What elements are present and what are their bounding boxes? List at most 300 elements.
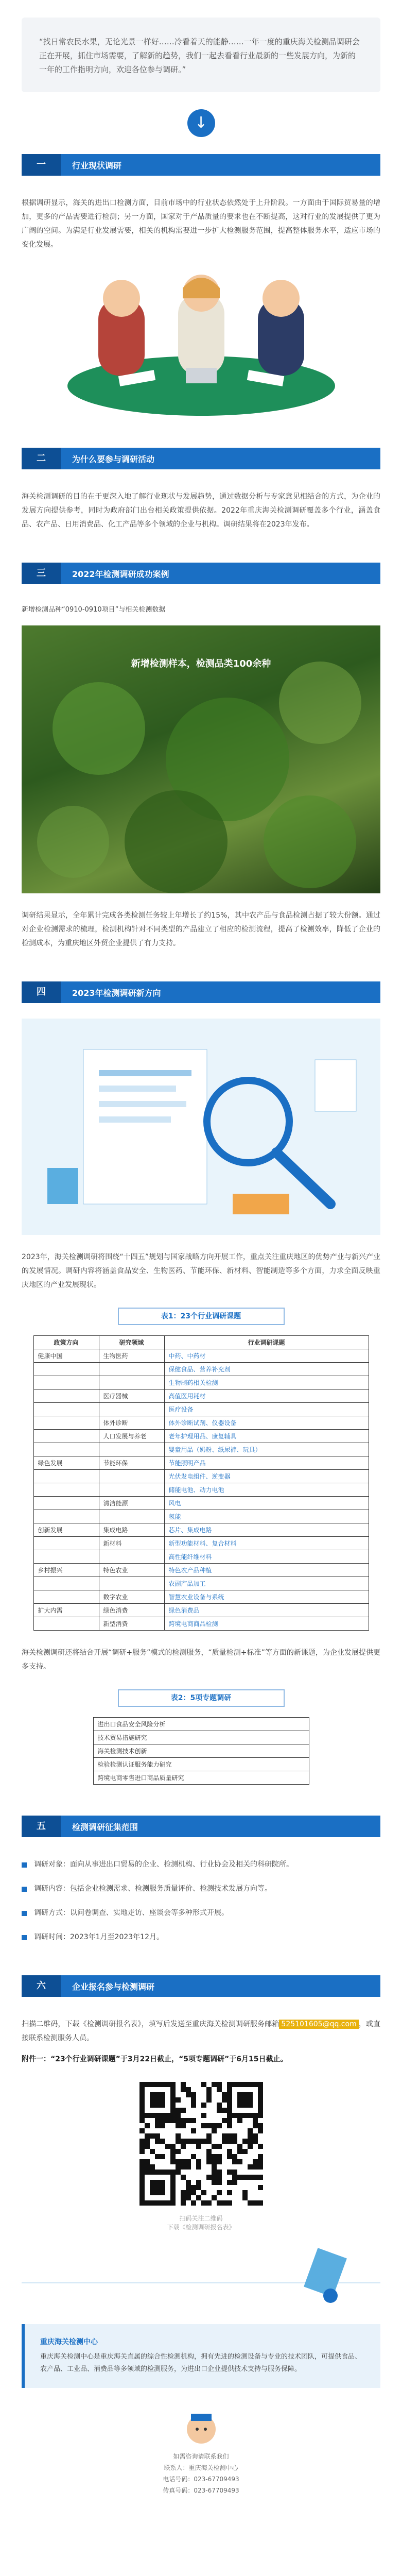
qr-module — [212, 2082, 217, 2087]
section1-paragraph: 根据调研显示，海关的进出口检测方面，目前市场中的行业状态依然处于上升阶段。一方面由于国际贸易量的增加，更多的产品需要进行检测；另一方面，国家对于产品质量的要求也在不断提高，这对行业的发展提供了更为广阔的空间。为满足行业发展需要，相关的机构需要进一步扩大检测服务范围，提高整体服务水平，适应市场的变化发展。 — [22, 199, 380, 249]
table-cell: 储能电池、动力电池 — [164, 1483, 369, 1497]
qr-module — [176, 2133, 181, 2139]
qr-module — [227, 2170, 232, 2175]
qr-module — [227, 2190, 232, 2195]
section3-paragraph: 调研结果显示，全年累计完成各类检测任务较上年增长了约15%，其中农产品与食品检测占据了较大份额。通过对企业检测需求的梳理，检测机构针对不同类型的产品建立了相应的检测流程，提高了检测效率，降低了企业的检测成本，为重庆地区外贸企业提供了有力支持。 — [22, 911, 380, 947]
table-cell: 跨境电商商品检测 — [164, 1617, 369, 1631]
table-cell: 人口发展与养老 — [99, 1430, 164, 1443]
qr-module — [253, 2164, 258, 2170]
qr-module — [248, 2133, 253, 2139]
qr-module — [212, 2170, 217, 2175]
qr-module — [242, 2195, 248, 2200]
qr-module — [155, 2139, 160, 2144]
qr-module — [227, 2154, 232, 2159]
mascot-icon — [186, 2414, 217, 2445]
qr-module — [150, 2164, 155, 2170]
table-row — [93, 1744, 309, 1758]
qr-module — [237, 2149, 242, 2154]
section2-paragraph: 海关检测调研的目的在于更深入地了解行业现状与发展趋势，通过数据分析与专家意见相结合的方式，为企业的发展方向提供参考，同时为政府部门出台相关政策提供依据。2022年重庆海关检测调研覆盖多个行业，涵盖食品、农产品、日用消费品、化工产品等多个领域的企业与机构。调研结果将在2023年发布。 — [22, 493, 380, 529]
section-header-5 — [22, 1816, 380, 1837]
qr-module — [248, 2139, 253, 2144]
qr-module — [186, 2180, 191, 2185]
table-cell: 跨境电商零售进口商品质量研究 — [93, 1771, 309, 1785]
qr-module — [155, 2118, 160, 2123]
qr-module — [191, 2097, 196, 2103]
qr-module — [253, 2175, 258, 2180]
table-cell: 医疗器械 — [99, 1389, 164, 1403]
qr-module — [232, 2170, 237, 2175]
qr-module — [206, 2133, 212, 2139]
table-row — [33, 1510, 369, 1523]
table-row — [33, 1470, 369, 1483]
qr-module — [191, 2200, 196, 2206]
table-cell: 特色农业 — [99, 1564, 164, 1577]
qr-module — [253, 2159, 258, 2164]
table-cell — [33, 1389, 99, 1403]
qr-module — [222, 2118, 227, 2123]
section-header-4 — [22, 981, 380, 1003]
table-cell: 芯片、集成电路 — [164, 1523, 369, 1537]
table-row — [33, 1564, 369, 1577]
qr-module — [232, 2180, 237, 2185]
qr-module — [176, 2149, 181, 2154]
qr-module — [227, 2200, 232, 2206]
table-cell — [33, 1416, 99, 1430]
table-cell — [99, 1403, 164, 1416]
section6-paragraph — [22, 2018, 380, 2045]
qr-module — [181, 2190, 186, 2195]
section-number: 四 — [22, 981, 61, 1003]
table-row — [33, 1403, 369, 1416]
qr-module — [212, 2164, 217, 2170]
qr-module — [212, 2154, 217, 2159]
qr-finder — [150, 2180, 165, 2195]
table-cell: 风电 — [164, 1497, 369, 1510]
section-title: 行业现状调研 — [72, 160, 122, 171]
qr-module — [222, 2092, 227, 2097]
qr-module — [181, 2082, 186, 2087]
table-cell: 绿色消费 — [99, 1604, 164, 1617]
section-title: 2022年检测调研成功案例 — [72, 569, 169, 579]
qr-module — [248, 2144, 253, 2149]
table-cell: 保健食品、营养补充剂 — [164, 1363, 369, 1376]
chevron-down-icon[interactable]: ↓ — [187, 109, 215, 137]
bullet-icon — [22, 1935, 27, 1940]
table-cell — [33, 1617, 99, 1631]
qr-module — [196, 2139, 201, 2144]
qr-module — [227, 2180, 232, 2185]
qr-module — [186, 2159, 191, 2164]
section-number: 六 — [22, 1975, 61, 1997]
qr-module — [196, 2180, 201, 2185]
table-cell: 乡村振兴 — [33, 1564, 99, 1577]
table-row — [93, 1718, 309, 1731]
qr-module — [242, 2139, 248, 2144]
table-cell — [33, 1550, 99, 1564]
table-cell: 集成电路 — [99, 1523, 164, 1537]
qr-module — [201, 2200, 206, 2206]
qr-module — [176, 2159, 181, 2164]
qr-module — [201, 2082, 206, 2087]
qr-module — [212, 2128, 217, 2133]
qr-module — [181, 2144, 186, 2149]
section6-text-tail: ，或直接联系检测服务人员。 — [22, 2020, 381, 2042]
qr-module — [191, 2190, 196, 2195]
qr-module — [232, 2159, 237, 2164]
qr-module — [258, 2128, 263, 2133]
deadline-note: 附件一：“23个行业调研课题”于3月22日截止，“5项专题调研”于6月15日截止。 — [22, 2055, 288, 2063]
table-cell: 生物制药相关检测 — [164, 1376, 369, 1389]
qr-module — [217, 2170, 222, 2175]
table-cell: 婴童用品（奶粉、纸尿裤、玩具） — [164, 1443, 369, 1456]
qr-module — [248, 2128, 253, 2133]
qr-module — [206, 2092, 212, 2097]
qr-module — [186, 2164, 191, 2170]
qr-module — [139, 2139, 145, 2144]
qr-module — [212, 2195, 217, 2200]
section-title: 2023年检测调研新方向 — [72, 988, 161, 998]
qr-module — [222, 2200, 227, 2206]
qr-module — [217, 2154, 222, 2159]
qr-module — [181, 2164, 186, 2170]
table-row — [33, 1590, 369, 1604]
qr-module — [191, 2185, 196, 2190]
intro-card — [22, 2324, 380, 2388]
intro-card-title: 重庆海关检测中心 — [40, 2338, 98, 2346]
qr-module — [227, 2123, 232, 2128]
qr-module — [217, 2103, 222, 2108]
section-header-6 — [22, 1975, 380, 1997]
qr-module — [217, 2144, 222, 2149]
qr-module — [206, 2200, 212, 2206]
table-cell: 新材料 — [99, 1537, 164, 1550]
table-header-cell: 研究领域 — [99, 1336, 164, 1349]
table-row — [33, 1430, 369, 1443]
qr-module — [176, 2118, 181, 2123]
qr-module — [176, 2123, 181, 2128]
table-row — [33, 1349, 369, 1363]
table-row — [33, 1537, 369, 1550]
qr-module — [139, 2164, 145, 2170]
qr-module — [212, 2180, 217, 2185]
footer-line: 电话号码：023-67709493 — [163, 2476, 239, 2483]
qr-module — [217, 2180, 222, 2185]
qr-module — [181, 2139, 186, 2144]
list-item-text: 调研方式：以问卷调查、实地走访、座谈会等多种形式开展。 — [34, 1909, 229, 1917]
table-cell: 数字农业 — [99, 1590, 164, 1604]
qr-module — [206, 2123, 212, 2128]
qr-module — [139, 2128, 145, 2133]
footer — [0, 2414, 402, 2496]
qr-module — [196, 2185, 201, 2190]
table-cell — [99, 1443, 164, 1456]
qr-module — [217, 2159, 222, 2164]
bullet-icon — [22, 1887, 27, 1892]
qr-module — [165, 2118, 170, 2123]
qr-module — [170, 2154, 176, 2159]
qr-module — [253, 2118, 258, 2123]
qr-module — [181, 2159, 186, 2164]
qr-module — [176, 2139, 181, 2144]
table-cell — [99, 1470, 164, 1483]
table-cell — [33, 1497, 99, 1510]
qr-module — [258, 2175, 263, 2180]
footer-line: 如需咨询请联系我们 — [173, 2453, 229, 2460]
qr-module — [145, 2133, 150, 2139]
qr-module — [217, 2108, 222, 2113]
qr-module — [176, 2113, 181, 2118]
table-row — [33, 1604, 369, 1617]
qr-module — [186, 2092, 191, 2097]
table-cell — [99, 1363, 164, 1376]
qr-module — [191, 2092, 196, 2097]
table-cell — [33, 1577, 99, 1590]
qr-module — [196, 2195, 201, 2200]
qr-module — [206, 2087, 212, 2092]
qr-module — [206, 2159, 212, 2164]
qr-module — [196, 2159, 201, 2164]
plant-photo — [22, 625, 380, 893]
table-cell: 节能环保 — [99, 1456, 164, 1470]
qr-module — [150, 2149, 155, 2154]
section4-paragraph: 2023年，海关检测调研将围绕“十四五”规划与国家战略方向开展工作，重点关注重庆地区的优势产业与新兴产业的发展情况。调研内容将涵盖食品安全、生物医药、节能环保、新材料、智能制造等多个方面，力求全面反映重庆地区的产业发展现状。 — [22, 1253, 380, 1289]
qr-module — [206, 2139, 212, 2144]
qr-module — [155, 2154, 160, 2159]
table-cell: 进出口食品安全风险分析 — [93, 1718, 309, 1731]
table-cell: 医疗设备 — [164, 1403, 369, 1416]
section4-paragraph-2: 海关检测调研还将结合开展“调研+服务”模式的检测服务，“质量检测+标准”等方面的新课题，为企业发展提供更多支持。 — [22, 1649, 380, 1671]
qr-module — [248, 2164, 253, 2170]
qr-module — [155, 2123, 160, 2128]
table-row — [93, 1758, 309, 1771]
list-item-text: 调研时间：2023年1月至2023年12月。 — [34, 1933, 164, 1941]
table-cell: 氢能 — [164, 1510, 369, 1523]
qr-module — [145, 2123, 150, 2128]
section-title: 企业报名参与检测调研 — [72, 1981, 155, 1992]
table-row — [33, 1456, 369, 1470]
topics-table — [33, 1335, 369, 1631]
qr-finder — [150, 2092, 165, 2108]
bullet-icon — [22, 1862, 27, 1868]
qr-module — [242, 2149, 248, 2154]
table-cell — [99, 1550, 164, 1564]
section-number: 一 — [22, 154, 61, 176]
qr-caption-1: 扫码关注二维码 — [179, 2215, 223, 2222]
qr-module — [176, 2170, 181, 2175]
qr-module — [145, 2164, 150, 2170]
table-cell: 农副产品加工 — [164, 1577, 369, 1590]
table-row — [33, 1497, 369, 1510]
table-cell — [33, 1483, 99, 1497]
section-number: 二 — [22, 448, 61, 469]
qr-module — [253, 2200, 258, 2206]
qr-module — [165, 2144, 170, 2149]
qr-module — [232, 2154, 237, 2159]
qr-module — [227, 2118, 232, 2123]
table-row — [33, 1483, 369, 1497]
table-header-cell: 政策方向 — [33, 1336, 99, 1349]
list-item — [22, 1858, 380, 1872]
table-cell — [99, 1510, 164, 1523]
table-cell: 海关检测技术创新 — [93, 1744, 309, 1758]
qr-module — [206, 2154, 212, 2159]
section-number: 五 — [22, 1816, 61, 1837]
table-row — [93, 1731, 309, 1744]
qr-module — [232, 2175, 237, 2180]
table-cell: 绿色发展 — [33, 1456, 99, 1470]
table-cell: 清洁能源 — [99, 1497, 164, 1510]
table-row — [33, 1389, 369, 1403]
photo-overlay-text: 新增检测样本，检测品类100余种 — [131, 658, 271, 669]
table-header-row — [33, 1336, 369, 1349]
table-cell — [99, 1376, 164, 1389]
section3-caption: 新增检测品种“0910-0910项目”与相关检测数据 — [22, 606, 166, 614]
qr-module — [196, 2144, 201, 2149]
table-cell: 绿色消费品 — [164, 1604, 369, 1617]
down-arrow-wrap — [0, 92, 402, 154]
qr-module — [217, 2123, 222, 2128]
qr-module — [258, 2185, 263, 2190]
qr-module — [160, 2118, 165, 2123]
qr-module — [232, 2133, 237, 2139]
qr-module — [212, 2159, 217, 2164]
qr-module — [139, 2159, 145, 2164]
table-cell — [33, 1403, 99, 1416]
table-cell — [33, 1376, 99, 1389]
section-title: 为什么要参与调研活动 — [72, 454, 155, 464]
table-cell: 老年护理用品、康复辅具 — [164, 1430, 369, 1443]
qr-module — [155, 2133, 160, 2139]
table-cell: 中药、中药材 — [164, 1349, 369, 1363]
section-header-1 — [22, 154, 380, 176]
qr-module — [181, 2200, 186, 2206]
qr-module — [186, 2087, 191, 2092]
qr-module — [217, 2082, 222, 2087]
qr-module — [170, 2118, 176, 2123]
qr-module — [237, 2159, 242, 2164]
table-row — [33, 1617, 369, 1631]
qr-module — [160, 2139, 165, 2144]
table-row — [33, 1523, 369, 1537]
section-header-2 — [22, 448, 380, 469]
qr-module — [170, 2144, 176, 2149]
page — [0, 18, 402, 2576]
table-cell — [33, 1510, 99, 1523]
qr-module — [170, 2159, 176, 2164]
section-title: 检测调研征集范围 — [72, 1822, 138, 1832]
qr-module — [181, 2108, 186, 2113]
section-number: 三 — [22, 563, 61, 584]
qr-module — [237, 2118, 242, 2123]
table-row — [33, 1416, 369, 1430]
qr-module — [258, 2159, 263, 2164]
qr-module — [186, 2190, 191, 2195]
table-cell — [33, 1590, 99, 1604]
special-topics-table — [93, 1717, 309, 1785]
qr-module — [181, 2175, 186, 2180]
qr-module — [253, 2133, 258, 2139]
qr-caption-2: 下载《检测调研报名表》 — [167, 2224, 235, 2231]
qr-module — [170, 2149, 176, 2154]
qr-module — [191, 2128, 196, 2133]
qr-module — [139, 2118, 145, 2123]
qr-module — [258, 2200, 263, 2206]
qr-module — [176, 2164, 181, 2170]
qr-module — [212, 2123, 217, 2128]
qr-module — [176, 2108, 181, 2113]
qr-module — [258, 2164, 263, 2170]
table-cell — [33, 1443, 99, 1456]
list-item — [22, 1930, 380, 1944]
table-cell: 检验检测认证服务能力研究 — [93, 1758, 309, 1771]
table-cell — [99, 1483, 164, 1497]
table-cell: 特色农产品种植 — [164, 1564, 369, 1577]
qr-module — [232, 2139, 237, 2144]
qr-module — [201, 2113, 206, 2118]
footer-line: 传真号码：023-67709493 — [163, 2487, 239, 2494]
qr-module — [191, 2103, 196, 2108]
qr-module — [227, 2139, 232, 2144]
qr-module — [212, 2144, 217, 2149]
table-header-cell: 行业调研课题 — [164, 1336, 369, 1349]
email-link[interactable]: 525101605@qq.com — [279, 2020, 358, 2029]
qr-module — [181, 2118, 186, 2123]
qr-module — [201, 2190, 206, 2195]
qr-module — [150, 2133, 155, 2139]
qr-module — [217, 2087, 222, 2092]
section6-text: 扫描二维码，下载《检测调研报名表》，填写后发送至重庆海关检测调研服务邮箱 — [22, 2020, 279, 2028]
qr-module — [145, 2159, 150, 2164]
table-cell: 智慧农业设备与系统 — [164, 1590, 369, 1604]
qr-module — [145, 2139, 150, 2144]
qr-module — [191, 2154, 196, 2159]
table-cell: 新型消费 — [99, 1617, 164, 1631]
qr-module — [248, 2200, 253, 2206]
qr-module — [145, 2144, 150, 2149]
qr-module — [160, 2123, 165, 2128]
qr-module — [258, 2123, 263, 2128]
table-row — [33, 1550, 369, 1564]
table-cell — [33, 1537, 99, 1550]
qr-module — [222, 2097, 227, 2103]
qr-code[interactable] — [139, 2082, 263, 2206]
qr-module — [201, 2123, 206, 2128]
table-row — [33, 1376, 369, 1389]
qr-module — [248, 2175, 253, 2180]
table-cell — [33, 1363, 99, 1376]
table-cell: 生物医药 — [99, 1349, 164, 1363]
divider-illustration — [22, 2247, 380, 2309]
table-cell: 光伏发电组件、逆变器 — [164, 1470, 369, 1483]
qr-module — [186, 2195, 191, 2200]
qr-module — [181, 2123, 186, 2128]
list-item-text: 调研内容：包括企业检测需求、检测服务质量评价、检测技术发展方向等。 — [34, 1885, 272, 1893]
section-header-3 — [22, 563, 380, 584]
qr-module — [258, 2154, 263, 2159]
meeting-illustration — [57, 267, 345, 422]
table-cell: 新型功能材料、复合材料 — [164, 1537, 369, 1550]
bullet-icon — [22, 1911, 27, 1916]
table-cell: 节能照明产品 — [164, 1456, 369, 1470]
qr-module — [206, 2149, 212, 2154]
qr-module — [139, 2144, 145, 2149]
qr-module — [222, 2139, 227, 2144]
footer-line: 联系人：重庆海关检测中心 — [164, 2464, 238, 2471]
qr-finder — [237, 2092, 253, 2108]
qr-module — [242, 2175, 248, 2180]
qr-module — [237, 2144, 242, 2149]
qr-module — [217, 2200, 222, 2206]
